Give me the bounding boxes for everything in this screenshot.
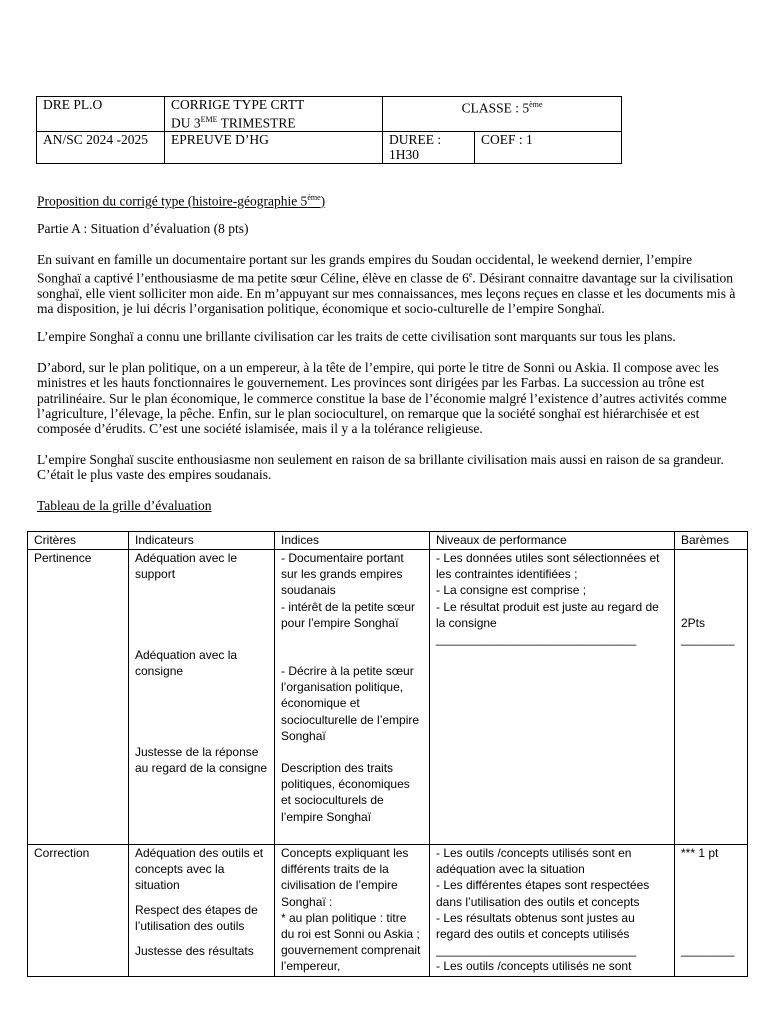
paragraph-2: L’empire Songhaï a connu une brillante civilisation car les traits de cette civilisation sont marquants sur tous les plans. — [37, 329, 676, 344]
title-sup: ème — [307, 193, 321, 202]
classe-cell — [383, 97, 622, 132]
bareme-correction-rule: ________ — [681, 943, 735, 957]
critere-pertinence: Pertinence — [28, 550, 129, 845]
document-title — [37, 190, 737, 209]
indice-decrire: - Décrire à la petite sœur l’organisation politique, économique et socioculturelle de l’empire Songhaï — [281, 664, 420, 743]
part-a-heading: Partie A : Situation d’évaluation (8 pts) — [37, 221, 249, 236]
annee-cell — [37, 131, 165, 163]
coef-text: COEF : 1 — [481, 131, 533, 147]
dre-text: DRE PL.O — [43, 97, 103, 112]
header-baremes: Barèmes — [675, 532, 748, 550]
indicateur-support: Adéquation avec le support — [135, 551, 238, 582]
bareme-pertinence — [675, 550, 748, 845]
coef-cell — [475, 131, 622, 163]
niveaux-correction-last: - Les outils /concepts utilisés ne sont — [436, 959, 632, 974]
bareme-pertinence-value: 2Pts — [681, 616, 706, 630]
para1-sup: e — [468, 270, 473, 280]
bareme-correction — [675, 845, 748, 977]
indicateur-consigne: Adéquation avec la consigne — [135, 648, 238, 679]
evaluation-grid — [27, 531, 748, 977]
indicateurs-pertinence — [129, 550, 275, 845]
epreuve-text: EPREUVE D’HG — [171, 131, 269, 147]
paragraph-4: L’empire Songhaï suscite enthousiasme non seulement en raison de sa brillante civilisation mais aussi en raison de sa grandeur. C’était le plus vaste des empires soudanais. — [37, 452, 724, 483]
grid-row-correction — [28, 845, 748, 977]
title-post: ) — [320, 193, 326, 209]
corrige-line2-sup: EME — [200, 115, 218, 124]
grid-title: Tableau de la grille d’évaluation — [37, 498, 212, 513]
indicateur-resultats: Justesse des résultats — [135, 944, 254, 958]
dre-cell — [37, 97, 165, 132]
classe-sup: ème — [529, 100, 543, 109]
classe-text: CLASSE : 5 — [461, 100, 530, 116]
duree-label: DUREE : — [389, 131, 442, 147]
grid-header-row — [28, 532, 748, 550]
bareme-correction-value: *** 1 pt — [681, 846, 719, 860]
grid-row-pertinence — [28, 550, 748, 845]
header-niveaux: Niveaux de performance — [430, 532, 675, 550]
indicateur-justesse: Justesse de la réponse au regard de la consigne — [135, 745, 268, 776]
niveaux-correction — [430, 845, 675, 977]
niveaux-correction-text: - Les outils /concepts utilisés sont en adéquation avec la situation - Les différentes étapes sont respectées dans l’utilisation des outils et concepts - Les résultats obtenus sont justes au regard des outils et concepts utilisés — [436, 846, 650, 942]
indicateur-etapes: Respect des étapes de l’utilisation des outils — [135, 903, 258, 934]
header-indices: Indices — [275, 532, 430, 550]
critere-correction: Correction — [28, 845, 129, 977]
duree-value: 1H30 — [389, 146, 419, 162]
header-criteres: Critères — [28, 532, 129, 550]
corrige-line1: CORRIGE TYPE CRTT — [171, 97, 305, 112]
niveaux-correction-rule: ______________________________ — [436, 943, 637, 958]
duree-cell — [383, 131, 475, 163]
header-indicateurs: Indicateurs — [129, 532, 275, 550]
para1-a: En suivant en famille un documentaire portant sur les grands empires du Soudan occidental, le weekend dernier, l’empire Songhaï a captivé l’enthousiasme de ma petite sœur Céline, élève en classe de 6 — [37, 252, 693, 286]
niveaux-pertinence-rule: ______________________________ — [436, 632, 637, 647]
niveaux-pertinence-text: - Les données utiles sont sélectionnées et les contraintes identifiées ; - La consigne est comprise ; - Le résultat produit est juste au regard de la consigne — [436, 551, 660, 630]
title-pre: Proposition du corrigé type (histoire-géographie 5 — [37, 193, 308, 209]
paragraph-3: D’abord, sur le plan politique, on a un empereur, à la tête de l’empire, qui porte le titre de Sonni ou Askia. Il compose avec les ministres et les hauts fonctionnaires le gouvernement. Les provinces sont dirigées par les Farbas. La succession au trône est patrilinéaire. Sur le plan économique, le commerce constitue la base de l’économie malgré l’existence d’autres activités comme l’agriculture, l’élevage, la pêche. Enfin, sur le plan socioculturel, on remarque que la société songhaï est hiérarchisée et est composée d’érudits. C’est une société islamisée, mais il y a la tolérance religieuse. — [37, 360, 727, 437]
corrige-cell — [165, 97, 383, 132]
indice-documentaire: - Documentaire portant sur les grands empires soudanais - intérêt de la petite sœur pour l’empire Songhaï — [281, 551, 416, 630]
header-table — [36, 96, 622, 164]
indice-description: Description des traits politiques, économiques et socioculturels de l’empire Songhaï — [281, 761, 410, 824]
annee-text: AN/SC 2024 -2025 — [43, 131, 149, 147]
epreuve-cell — [165, 131, 383, 163]
indices-correction: Concepts expliquant les différents traits de la civilisation de l’empire Songhaï : * au plan politique : titre du roi est Sonni ou Askia ; gouvernement comprenait l’empereur, — [275, 845, 430, 977]
para1-b: . Désirant connaitre davantage sur la civilisation songhaï, elle vient solliciter mon aide. En m’appuyant sur mes connaissances, mes leçons reçues en classe et les documents mis à ma disposition, je lui décris l’organisation politique, économique et socio-culturelle de l’empire Songhaï. — [37, 270, 736, 317]
paragraph-1 — [37, 252, 737, 317]
indicateurs-correction — [129, 845, 275, 977]
bareme-pertinence-rule: ________ — [681, 632, 735, 647]
corrige-line2-pre: DU 3 — [171, 115, 201, 131]
indices-pertinence — [275, 550, 430, 845]
niveaux-pertinence — [430, 550, 675, 845]
indicateur-outils: Adéquation des outils et concepts avec la situation — [135, 846, 264, 893]
corrige-line2-post: TRIMESTRE — [217, 115, 296, 131]
